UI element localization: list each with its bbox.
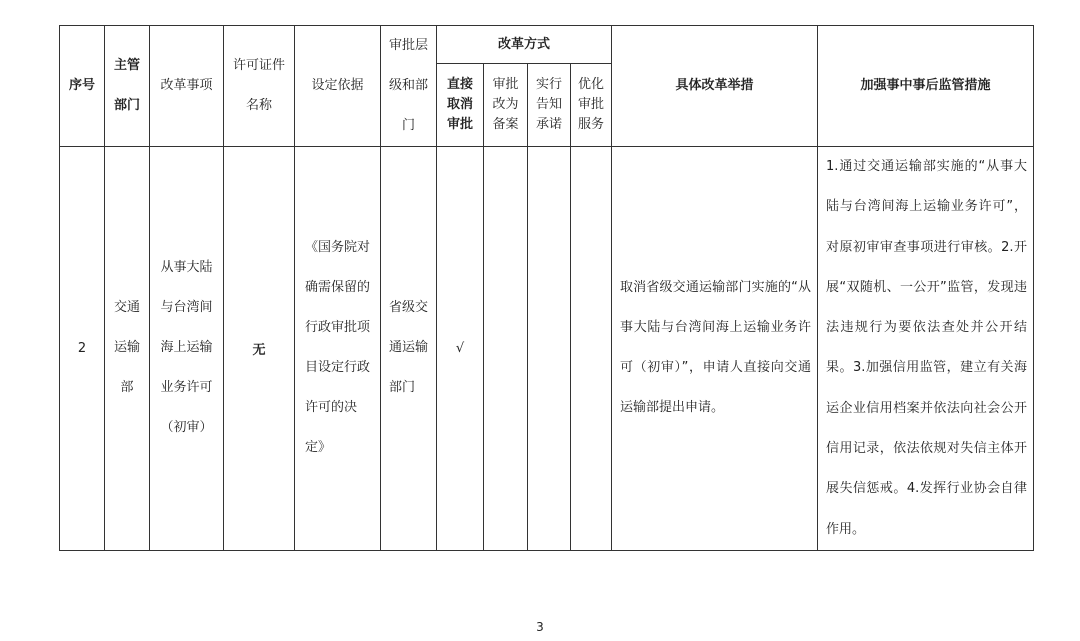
col-header-license-label: 许可证件 名称 bbox=[232, 58, 285, 113]
col-header-level-label: 审批层 级和部 门 bbox=[388, 38, 428, 133]
cell-supervision bbox=[818, 147, 1034, 551]
cell-item-value: 从事大陆 与台湾间 海上运输 业务许可 （初审） bbox=[160, 260, 213, 436]
col-header-seq-label: 序号 bbox=[68, 78, 95, 93]
col-header-measures bbox=[612, 26, 818, 147]
cell-level bbox=[381, 147, 437, 551]
col-header-seq bbox=[60, 26, 105, 147]
col-header-item bbox=[150, 26, 224, 147]
cell-seq bbox=[60, 147, 105, 551]
cell-supervision-value: 1.通过交通运输部实施的“从事大陆与台湾间海上运输业务许可”，对原初审审查事项进行审核。2.开展“双随机、一公开”监管，发现违法违规行为要依法查处并公开结果。3.加强信用监管，建立有关海运企业信用档案并依法向社会公开信用记录，依法依规对失信主体开展失信惩戒。4.发挥行业协会自律作用。 bbox=[826, 159, 1028, 537]
cell-measures bbox=[612, 147, 818, 551]
cell-dept bbox=[105, 147, 150, 551]
cell-dept-value: 交通 运输 部 bbox=[113, 300, 140, 396]
header-row bbox=[60, 26, 1034, 64]
page-number: 3 bbox=[536, 620, 544, 634]
col-header-mode-record-label: 审批 改为 备案 bbox=[492, 77, 519, 133]
col-header-mode-label: 改革方式 bbox=[498, 36, 551, 52]
col-header-basis bbox=[295, 26, 381, 147]
col-header-mode-optimize bbox=[571, 64, 612, 147]
col-header-supervision-label: 加强事中事后监管措施 bbox=[860, 78, 991, 93]
col-header-item-label: 改革事项 bbox=[160, 78, 213, 93]
col-header-mode-notify bbox=[528, 64, 571, 147]
col-header-dept-label: 主管 部门 bbox=[113, 58, 140, 113]
col-header-dept bbox=[105, 26, 150, 147]
cell-seq-value: 2 bbox=[77, 340, 87, 356]
cell-mode-cancel bbox=[437, 147, 484, 551]
reform-table bbox=[59, 25, 1034, 551]
col-header-mode-notify-label: 实行 告知 承诺 bbox=[535, 77, 562, 133]
cell-mode-record bbox=[484, 147, 528, 551]
cell-measures-value: 取消省级交通运输部门实施的“从事大陆与台湾间海上运输业务许可（初审）”，申请人直接向交通运输部提出申请。 bbox=[620, 280, 812, 416]
checkmark-icon: √ bbox=[455, 340, 465, 356]
col-header-mode bbox=[437, 26, 612, 64]
cell-license bbox=[224, 147, 295, 551]
col-header-mode-cancel-label: 直接 取消 审批 bbox=[446, 77, 473, 133]
col-header-license bbox=[224, 26, 295, 147]
table-row bbox=[60, 147, 1034, 551]
cell-mode-notify bbox=[528, 147, 571, 551]
col-header-mode-cancel bbox=[437, 64, 484, 147]
cell-basis-value: 《国务院对 确需保留的 行政审批项 目设定行政 许可的决 定》 bbox=[304, 240, 370, 456]
cell-item bbox=[150, 147, 224, 551]
col-header-level bbox=[381, 26, 437, 147]
cell-level-value: 省级交 通运输 部门 bbox=[388, 300, 428, 396]
col-header-measures-label: 具体改革举措 bbox=[675, 78, 754, 93]
col-header-mode-record bbox=[484, 64, 528, 147]
col-header-basis-label: 设定依据 bbox=[311, 78, 364, 93]
cell-basis bbox=[295, 147, 381, 551]
cell-mode-optimize bbox=[571, 147, 612, 551]
cell-license-value: 无 bbox=[252, 342, 266, 358]
col-header-supervision bbox=[818, 26, 1034, 147]
col-header-mode-optimize-label: 优化 审批 服务 bbox=[578, 77, 605, 133]
